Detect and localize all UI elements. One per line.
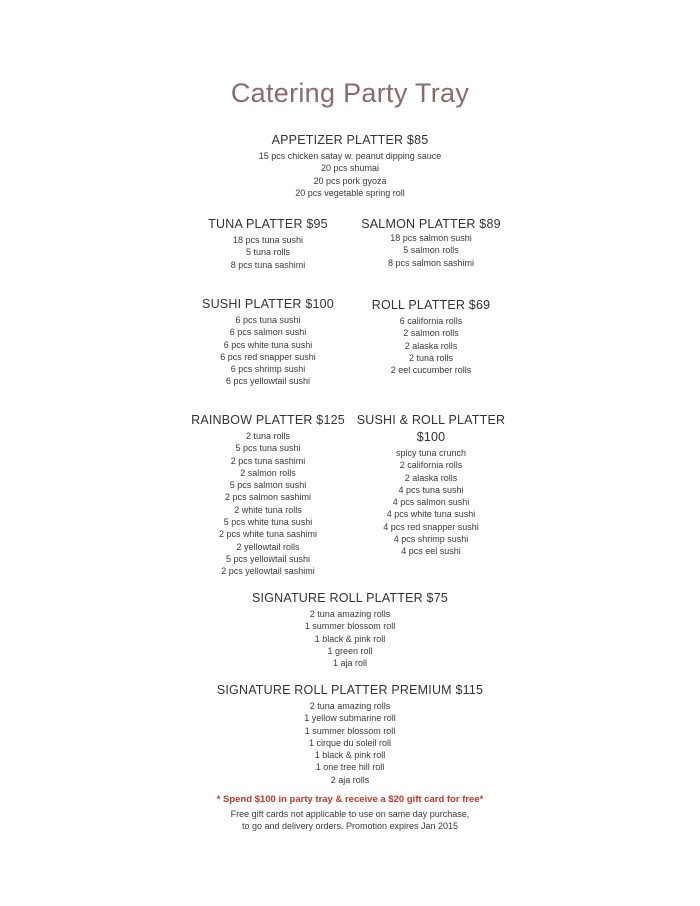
menu-item: 1 green roll <box>327 645 373 656</box>
menu-item: 1 black & pink roll <box>314 633 386 644</box>
sushi-and-roll-platter-section <box>331 413 531 558</box>
section-heading-price: $100 <box>416 430 446 444</box>
menu-item: 2 pcs tuna sashimi <box>230 455 306 466</box>
section-heading: TUNA PLATTER $95 <box>208 217 328 231</box>
menu-item: 2 pcs yellowtail sashimi <box>221 566 315 577</box>
menu-item: 2 pcs white tuna sashimi <box>218 529 318 540</box>
item-list <box>200 608 500 669</box>
menu-item: 2 tuna amazing rolls <box>309 701 391 711</box>
menu-item: 5 tuna rolls <box>245 247 291 258</box>
section-heading: SIGNATURE ROLL PLATTER PREMIUM $115 <box>216 683 484 697</box>
menu-item: 4 pcs red snapper sushi <box>383 521 479 532</box>
menu-item: 20 pcs vegetable spring roll <box>295 187 405 198</box>
menu-item: 20 pcs pork gyoza <box>313 175 387 186</box>
salmon-platter-section <box>331 217 531 269</box>
section-heading: RAINBOW PLATTER $125 <box>191 413 345 427</box>
menu-item: 2 eel cucumber rolls <box>390 365 472 376</box>
menu-item: 4 pcs eel sushi <box>401 546 461 557</box>
menu-item: 1 yellow submarine roll <box>304 713 396 724</box>
section-heading: ROLL PLATTER $69 <box>371 298 491 312</box>
menu-item: 2 yellowtail rolls <box>236 541 300 552</box>
menu-item: 2 california rolls <box>399 460 463 471</box>
promo-text: * Spend $100 in party tray & receive a $20 gift card for free* <box>216 794 484 805</box>
menu-item: 5 salmon rolls <box>403 245 459 256</box>
promo-note <box>0 808 700 832</box>
section-heading: SUSHI & ROLL PLATTER <box>356 413 506 427</box>
signature-premium-platter-section <box>175 683 525 786</box>
menu-item: spicy tuna crunch <box>395 448 467 458</box>
menu-item: 2 tuna amazing rolls <box>309 609 391 619</box>
menu-item: 2 salmon rolls <box>403 328 459 339</box>
item-list <box>331 232 531 269</box>
promo-note-line: to go and delivery orders. Promotion expires Jan 2015 <box>241 821 459 831</box>
menu-item: 5 pcs salmon sushi <box>229 480 307 491</box>
menu-item: 6 pcs red snapper sushi <box>220 351 316 362</box>
menu-item: 2 tuna rolls <box>245 431 291 441</box>
menu-item: 2 salmon rolls <box>240 467 296 478</box>
item-list <box>331 315 531 376</box>
menu-item: 18 pcs tuna sushi <box>232 235 304 245</box>
menu-item: 1 one tree hill roll <box>315 762 385 773</box>
menu-item: 1 cirque du soleil roll <box>308 737 392 748</box>
item-list <box>200 150 500 199</box>
item-list <box>331 447 531 558</box>
menu-item: 4 pcs salmon sushi <box>392 497 470 508</box>
page-title: Catering Party Tray <box>230 78 470 108</box>
menu-item: 6 pcs yellowtail sushi <box>225 376 311 387</box>
menu-item: 5 pcs white tuna sushi <box>223 517 313 528</box>
menu-item: 4 pcs white tuna sushi <box>386 509 476 520</box>
menu-item: 20 pcs shumai <box>320 163 380 174</box>
menu-item: 8 pcs tuna sashimi <box>230 259 306 270</box>
appetizer-platter-section <box>200 133 500 199</box>
roll-platter-section <box>331 298 531 376</box>
menu-item: 4 pcs tuna sushi <box>398 484 464 495</box>
menu-item: 8 pcs salmon sashimi <box>387 257 475 268</box>
signature-roll-platter-section <box>200 591 500 669</box>
menu-item: 4 pcs shrimp sushi <box>393 534 469 545</box>
menu-item: 6 pcs white tuna sushi <box>223 339 313 350</box>
menu-item: 18 pcs salmon sushi <box>390 233 472 243</box>
menu-item: 5 pcs tuna sushi <box>235 443 301 454</box>
menu-item: 2 white tuna rolls <box>234 504 302 515</box>
menu-item: 1 black & pink roll <box>314 750 386 761</box>
menu-item: 5 pcs yellowtail sushi <box>225 553 311 564</box>
promo-note-line: Free gift cards not applicable to use on same day purchase, <box>230 809 470 819</box>
menu-item: 2 alaska rolls <box>404 472 458 483</box>
menu-item: 1 summer blossom roll <box>304 725 396 736</box>
menu-item: 6 pcs salmon sushi <box>229 327 307 338</box>
menu-item: 1 summer blossom roll <box>304 621 396 632</box>
section-heading: APPETIZER PLATTER $85 <box>271 133 429 147</box>
section-heading: SUSHI PLATTER $100 <box>202 297 334 311</box>
menu-item: 6 pcs shrimp sushi <box>230 364 306 375</box>
menu-item: 2 alaska rolls <box>404 340 458 351</box>
section-heading: SIGNATURE ROLL PLATTER $75 <box>252 591 448 605</box>
menu-item: 2 aja rolls <box>330 774 370 785</box>
item-list <box>175 700 525 786</box>
menu-item: 1 aja roll <box>332 658 368 669</box>
menu-item: 6 pcs tuna sushi <box>235 315 301 325</box>
menu-item: 2 tuna rolls <box>408 352 454 363</box>
menu-item: 6 california rolls <box>399 316 463 326</box>
menu-item: 15 pcs chicken satay w. peanut dipping sauce <box>258 151 442 161</box>
menu-item: 2 pcs salmon sashimi <box>224 492 312 503</box>
section-heading: SALMON PLATTER $89 <box>361 217 501 231</box>
